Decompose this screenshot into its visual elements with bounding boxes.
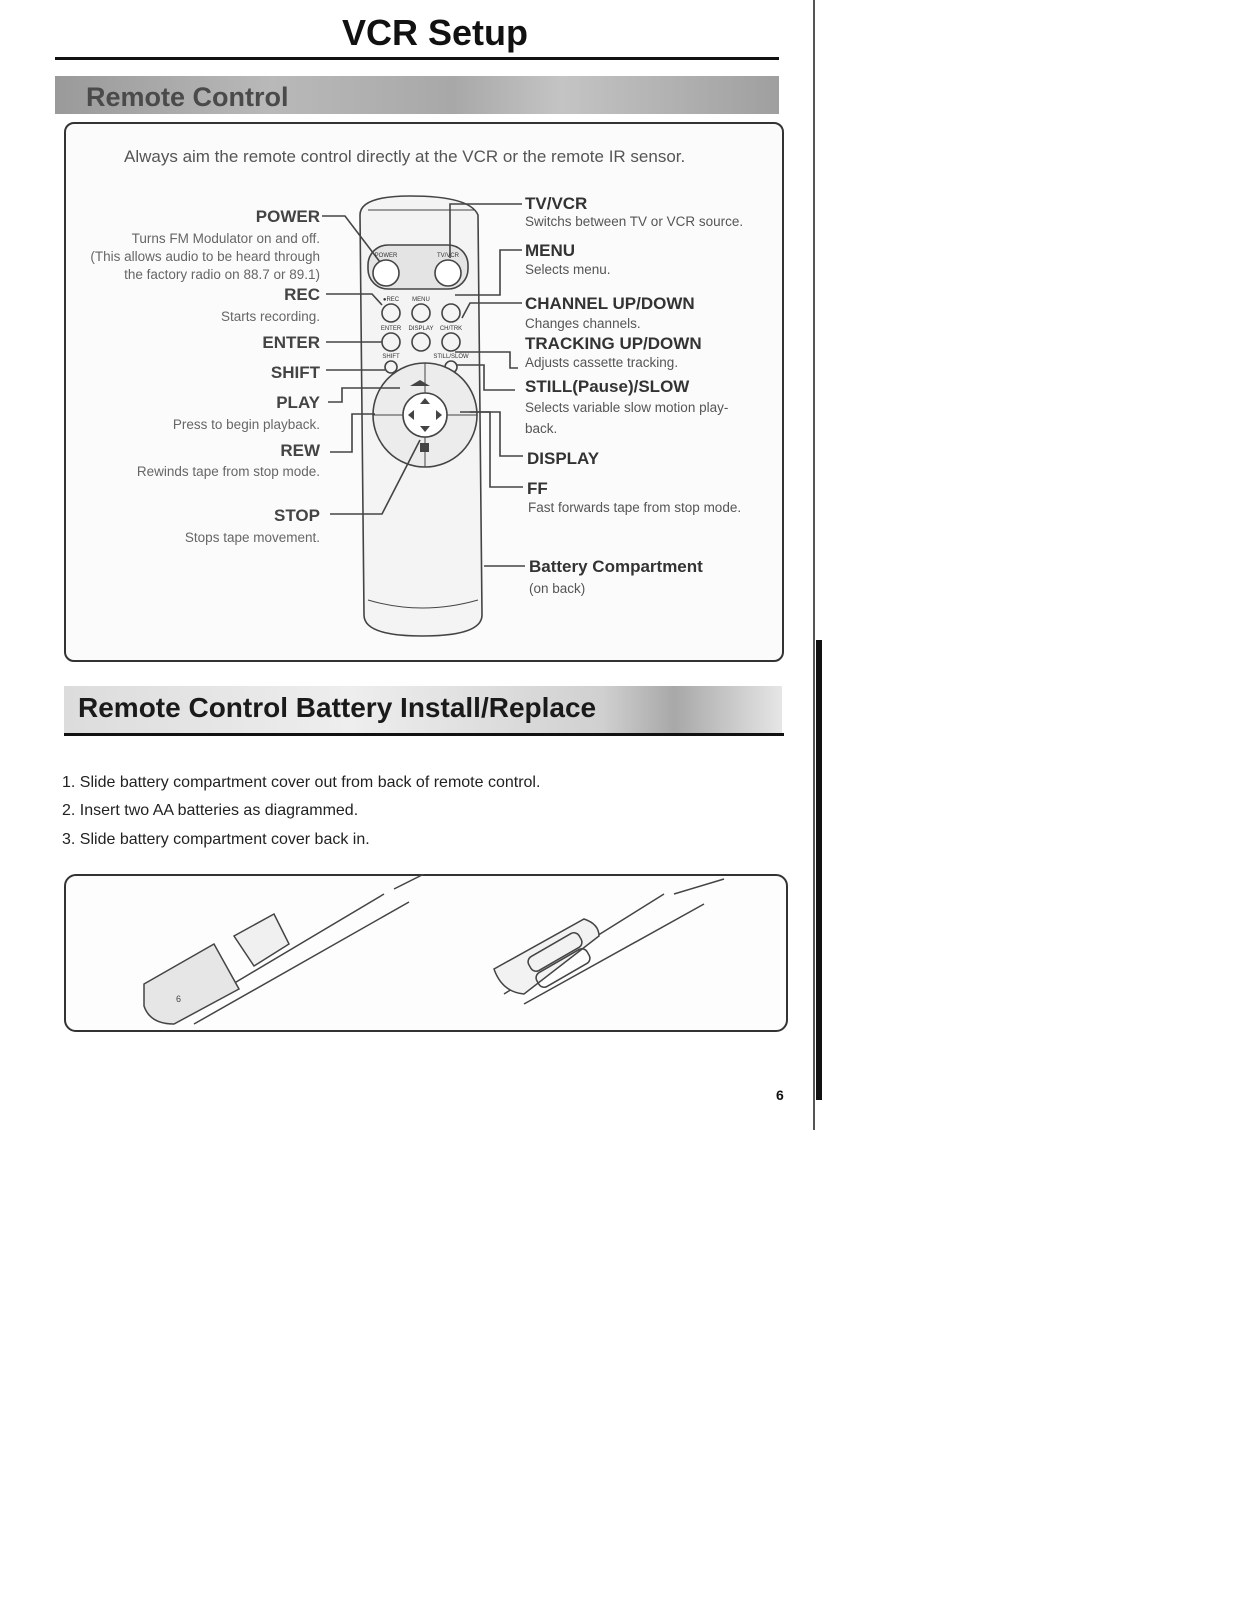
remote-shift-label: SHIFT [382,354,400,360]
remote-enter-label: ENTER [380,326,402,332]
callout-tracking-desc: Adjusts cassette tracking. [525,355,679,370]
cover-number: 6 [176,994,182,1004]
callout-rec-desc: Starts recording. [220,309,320,324]
callout-ff-desc: Fast forwards tape from stop mode. [528,500,742,515]
battery-illustration [64,874,788,1032]
section-heading-remote-control: Remote Control [86,82,289,112]
remote-rec-label: ●REC [382,297,400,303]
remote-menu-label: MENU [412,297,430,303]
callout-channel-label: CHANNEL UP/DOWN [525,294,695,313]
binding-edge-shadow [816,640,822,1100]
callout-tvvcr-label: TV/VCR [525,194,588,213]
battery-step-3: 3. Slide battery compartment cover back in. [62,831,370,848]
callout-play-desc: Press to begin playback. [172,417,320,432]
callout-menu-desc: Selects menu. [525,262,611,277]
callout-enter-label: ENTER [262,333,320,352]
callout-display-label: DISPLAY [527,449,600,468]
callout-channel-desc: Changes channels. [525,316,641,331]
callout-tracking-label: TRACKING UP/DOWN [525,334,702,353]
callout-play-label: PLAY [276,393,320,412]
callout-ff-label: FF [527,479,548,498]
battery-section-rule [64,733,784,736]
binding-edge-line [813,0,815,1130]
page-number: 6 [776,1087,784,1103]
aim-note: Always aim the remote control directly at the VCR or the remote IR sensor. [124,147,686,166]
battery-step-2: 2. Insert two AA batteries as diagrammed. [62,802,359,819]
callout-power-label: POWER [255,207,320,226]
callout-still-label: STILL(Pause)/SLOW [525,377,690,396]
callout-stop-desc: Stops tape movement. [184,530,320,545]
callout-power-desc: Turns FM Modulator on and off. (This allows audio to be heard through the factory radio on 88.7 or 89.1) [90,231,320,282]
remote-display-label: DISPLAY [408,326,434,332]
battery-step-1: 1. Slide battery compartment cover out from back of remote control. [62,774,541,791]
remote-still-label: STILL/SLOW [433,354,469,360]
remote-ch-label: CH/TRK [439,326,463,332]
section-heading-battery: Remote Control Battery Install/Replace [78,692,597,723]
callout-tvvcr-desc: Switchs between TV or VCR source. [525,214,744,229]
page-title: VCR Setup [341,12,528,53]
callout-rew-label: REW [280,441,320,460]
callout-rew-desc: Rewinds tape from stop mode. [136,464,320,479]
callout-battery-label: Battery Compartment [529,557,703,576]
callout-shift-label: SHIFT [270,363,320,382]
callout-menu-label: MENU [525,241,576,260]
remote-power-label: POWER [374,253,398,259]
callout-stop-label: STOP [274,506,320,525]
remote-tvvcr-label: TV/VCR [436,253,460,259]
remote-control-illustration [0,0,870,700]
callout-battery-desc: (on back) [529,581,586,596]
callout-rec-label: REC [284,285,320,304]
callout-still-desc: Selects variable slow motion play- back. [525,400,729,436]
